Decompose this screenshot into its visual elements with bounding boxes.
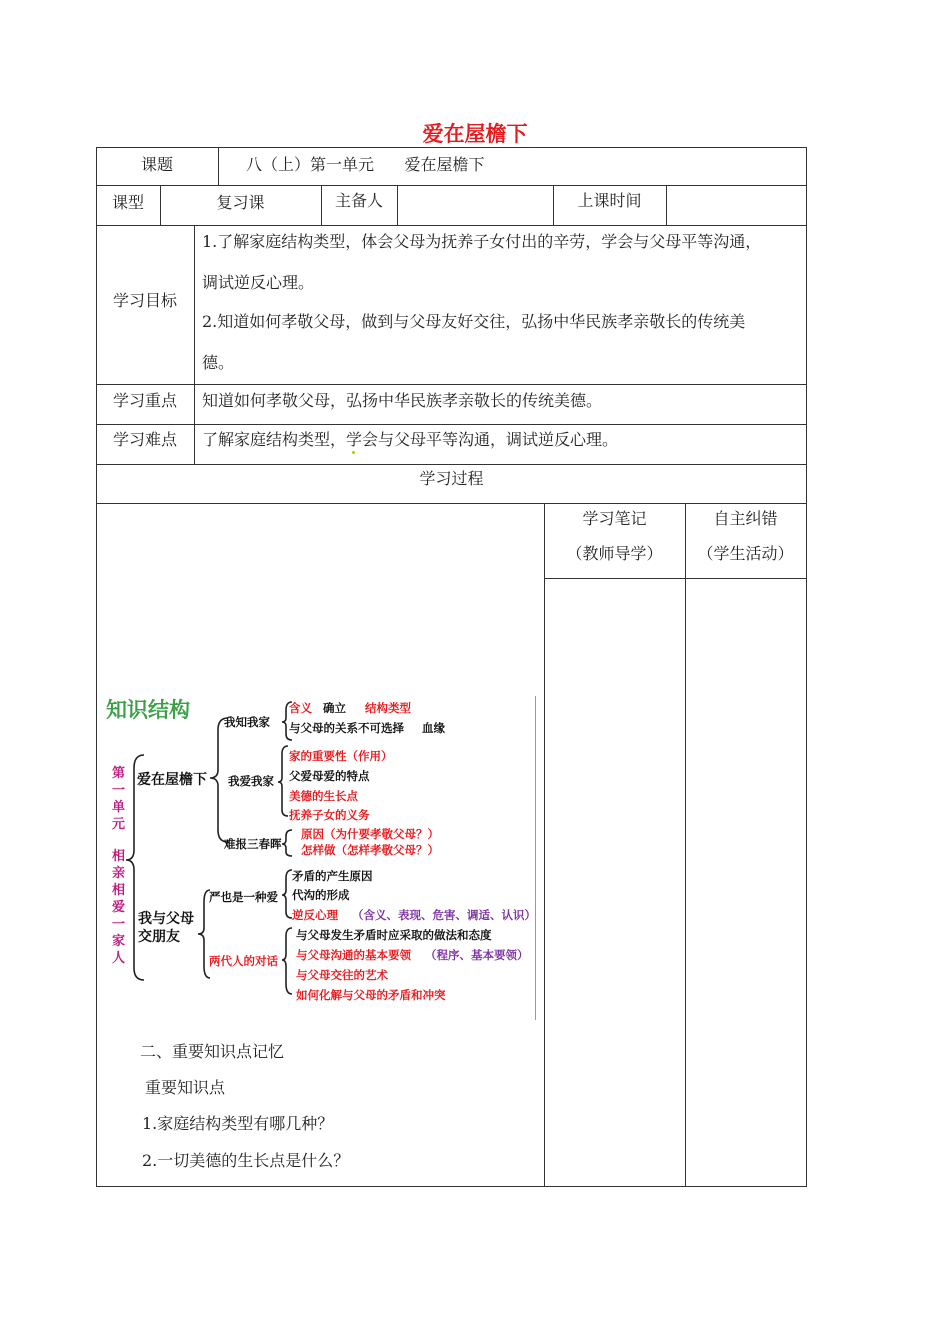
memory-subtitle: 重要知识点 (145, 1078, 226, 1097)
sub1-meaning: 含义 (289, 701, 312, 715)
sub2-item-4: 抚养子女的义务 (289, 808, 370, 822)
sub3-item-2: 怎样做（怎样孝敬父母？） (301, 843, 439, 857)
branch2-title-line2: 交朋友 (138, 929, 180, 945)
branch2-title-line1: 我与父母 (138, 911, 194, 927)
goal-line-3: 2.知道如何孝敬父母，做到与父母友好交往，弘扬中华民族孝亲敬长的传统美 (202, 312, 746, 331)
self-correct-header: 自主纠错 (713, 509, 778, 528)
preparer-label: 主备人 (334, 191, 383, 210)
sub2-item-1: 家的重要性（作用） (289, 749, 393, 763)
branch1-title: 爱在屋檐下 (137, 772, 207, 788)
document-title: 爱在屋檐下 (422, 122, 528, 146)
key-points-value: 知道如何孝敬父母，弘扬中华民族孝亲敬长的传统美德。 (202, 391, 603, 410)
b2-sub1-item-2: 代沟的形成 (292, 888, 350, 902)
goal-line-2: 调试逆反心理。 (202, 273, 315, 292)
b2-sub1-item-1: 矛盾的产生原因 (292, 869, 373, 883)
question-1: 1.家庭结构类型有哪几种？ (142, 1114, 334, 1133)
type-label: 课型 (111, 193, 144, 212)
sub3-item-1: 原因（为什要孝敬父母？） (301, 827, 439, 841)
goal-line-4: 德。 (202, 353, 235, 372)
question-2: 2.一切美德的生长点是什么？ (142, 1151, 350, 1170)
topic-value: 八（上）第一单元 爱在屋檐下 (246, 155, 485, 174)
class-time-label: 上课时间 (577, 191, 642, 210)
branch1-sub3-label: 难报三春晖 (224, 837, 282, 851)
notes-header: 学习笔记 (582, 509, 647, 528)
goal-line-1: 1.了解家庭结构类型，体会父母为抚养子女付出的辛劳，学会与父母平等沟通， (202, 232, 762, 251)
self-correct-subheader: （学生活动） (697, 544, 794, 563)
b2-sub1-item-3a: 逆反心理 (292, 908, 338, 922)
unit-label: 第一单元 (112, 766, 126, 832)
unit-title: 相亲相爱一家人 (112, 849, 126, 966)
stray-dot (352, 451, 355, 454)
difficulties-value: 了解家庭结构类型，学会与父母平等沟通，调试逆反心理。 (202, 430, 619, 449)
b2-sub2-item-2b: （程序、基本要领） (425, 948, 529, 962)
sub2-item-3: 美德的生长点 (289, 789, 358, 803)
branch1-sub1-label: 我知我家 (224, 715, 270, 729)
branch2-sub1-label: 严也是一种爱 (209, 890, 278, 904)
branch2-sub2-label: 两代人的对话 (209, 954, 278, 968)
topic-label: 课题 (140, 155, 173, 174)
sub1-relation: 与父母的关系不可选择 (289, 721, 404, 735)
b2-sub2-item-1: 与父母发生矛盾时应采取的做法和态度 (296, 928, 492, 942)
difficulties-label: 学习难点 (112, 430, 177, 449)
b2-sub2-item-4: 如何化解与父母的矛盾和冲突 (296, 988, 446, 1002)
type-value: 复习课 (216, 193, 265, 212)
sub1-establish: 确立 (323, 701, 346, 715)
key-points-label: 学习重点 (112, 391, 177, 410)
process-label: 学习过程 (419, 469, 484, 488)
sub2-item-2: 父爱母爱的特点 (289, 769, 370, 783)
b2-sub1-item-3b: （含义、表现、危害、调适、认识） (352, 908, 536, 922)
sub1-blood: 血缘 (422, 721, 445, 735)
b2-sub2-item-2a: 与父母沟通的基本要领 (296, 948, 411, 962)
branch1-sub2-label: 我爱我家 (228, 774, 274, 788)
notes-subheader: （教师导学） (566, 544, 663, 563)
sub1-structure-types: 结构类型 (365, 701, 411, 715)
goals-label: 学习目标 (112, 291, 177, 310)
b2-sub2-item-3: 与父母交往的艺术 (296, 968, 388, 982)
memory-section-title: 二、重要知识点记忆 (140, 1042, 285, 1061)
knowledge-heading: 知识结构 (106, 698, 190, 722)
